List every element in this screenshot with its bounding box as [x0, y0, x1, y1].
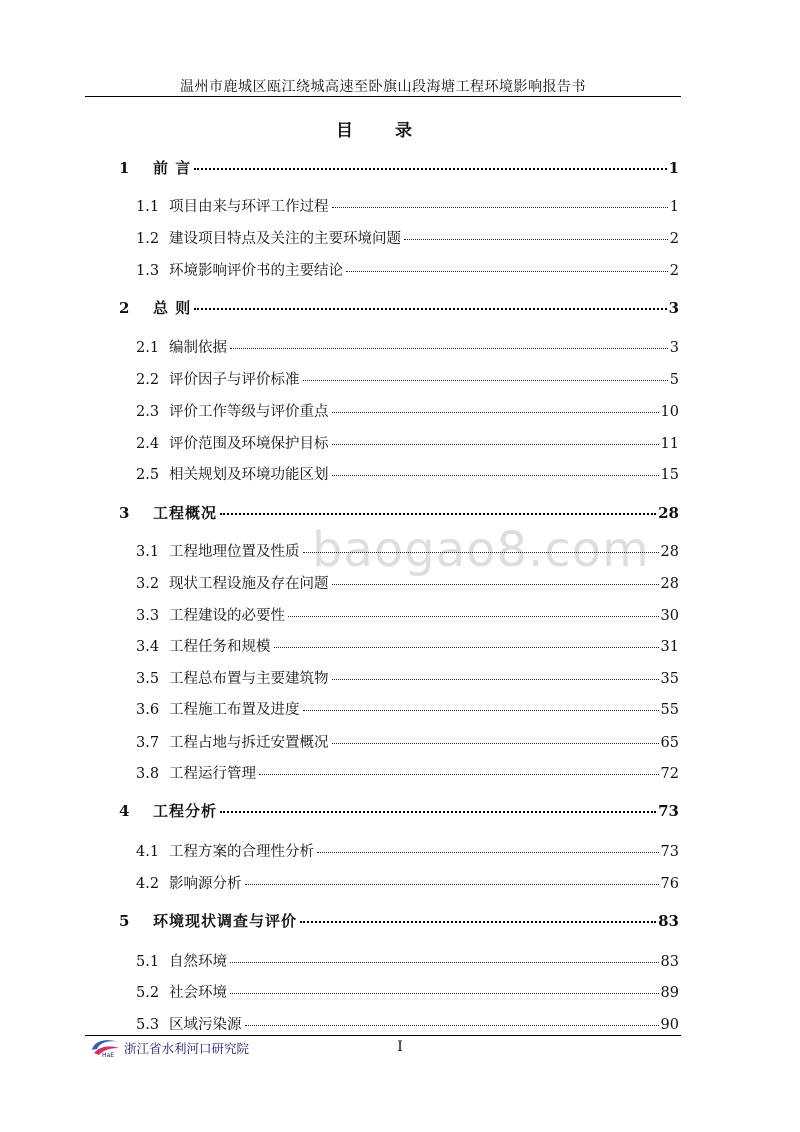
toc-entry-title: 评价范围及环境保护目标 [169, 436, 329, 452]
toc-entry-page: 28 [660, 576, 679, 592]
toc-entry-page: 28 [658, 504, 679, 522]
toc-entry-page: 31 [660, 639, 679, 655]
toc-entry-page: 83 [660, 954, 679, 970]
toc-dot-leader [230, 961, 659, 963]
toc-entry-title: 区域污染源 [169, 1017, 242, 1033]
toc-section-entry[interactable] [136, 840, 679, 861]
toc-entry-page: 3 [668, 299, 679, 317]
toc-entry-title: 工程地理位置及性质 [169, 544, 300, 560]
toc-section-entry[interactable] [136, 463, 679, 484]
toc-entry-page: 55 [660, 702, 679, 718]
toc-section-entry[interactable] [136, 604, 679, 625]
toc-entry-title: 环境影响评价书的主要结论 [169, 263, 343, 279]
toc-entry-number: 1.1 [136, 199, 160, 215]
toc-entry-number: 3.7 [136, 735, 160, 751]
toc-section-entry[interactable] [136, 540, 679, 561]
toc-entry-number: 3.8 [136, 766, 160, 782]
toc-dot-leader [194, 307, 666, 310]
toc-dot-leader [245, 1024, 659, 1026]
toc-dot-leader [332, 411, 659, 413]
toc-dot-leader [332, 474, 659, 476]
toc-entry-number: 3.5 [136, 671, 160, 687]
toc-entry-page: 28 [660, 544, 679, 560]
toc-title: 目 录 [336, 121, 430, 141]
toc-section-entry[interactable] [136, 762, 679, 783]
toc-entry-number: 5 [119, 912, 130, 930]
toc-entry-title: 工程总布置与主要建筑物 [169, 671, 329, 687]
toc-entry-page: 11 [660, 436, 679, 452]
toc-entry-page: 2 [669, 231, 679, 247]
toc-dot-leader [303, 709, 659, 711]
toc-section-entry[interactable] [136, 981, 679, 1002]
toc-entry-number: 1.3 [136, 263, 160, 279]
toc-section-entry[interactable] [136, 667, 679, 688]
toc-dot-leader [300, 920, 656, 923]
toc-section-entry[interactable] [136, 572, 679, 593]
toc-section-entry[interactable] [136, 698, 679, 719]
toc-section-entry[interactable] [136, 1013, 679, 1034]
toc-entry-number: 3.2 [136, 576, 160, 592]
toc-entry-page: 65 [660, 735, 679, 751]
toc-section-entry[interactable] [136, 259, 679, 280]
toc-dot-leader [230, 992, 659, 994]
toc-entry-number: 3.6 [136, 702, 160, 718]
toc-entry-title: 工程施工布置及进度 [169, 702, 300, 718]
toc-entry-number: 2.4 [136, 436, 160, 452]
toc-entry-page: 3 [669, 340, 679, 356]
toc-entry-number: 3 [119, 504, 130, 522]
toc-dot-leader [332, 443, 659, 445]
toc-section-entry[interactable] [136, 950, 679, 971]
footer-organization: 浙江省水利河口研究院 [124, 1041, 250, 1056]
toc-entry-page: 10 [660, 404, 679, 420]
toc-entry-title: 前 言 [153, 159, 192, 177]
toc-entry-title: 建设项目特点及关注的主要环境问题 [169, 231, 401, 247]
toc-entry-page: 30 [660, 608, 679, 624]
toc-chapter-entry[interactable] [119, 910, 679, 931]
toc-dot-leader [317, 851, 659, 853]
toc-dot-leader [230, 347, 668, 349]
toc-dot-leader [404, 238, 668, 240]
toc-section-entry[interactable] [136, 635, 679, 656]
toc-entry-title: 评价工作等级与评价重点 [169, 404, 329, 420]
toc-dot-leader [332, 583, 659, 585]
toc-entry-number: 3.4 [136, 639, 160, 655]
toc-entry-number: 5.1 [136, 954, 160, 970]
toc-chapter-entry[interactable] [119, 800, 679, 821]
toc-entry-number: 1.2 [136, 231, 160, 247]
toc-entry-page: 2 [669, 263, 679, 279]
toc-dot-leader [220, 512, 656, 515]
toc-dot-leader [245, 883, 659, 885]
toc-entry-page: 5 [669, 372, 679, 388]
running-header-title: 温州市鹿城区瓯江绕城高速至卧旗山段海塘工程环境影响报告书 [180, 79, 586, 95]
toc-entry-title: 总 则 [153, 299, 192, 317]
toc-entry-number: 1 [119, 159, 130, 177]
watermark: baogao8.com [312, 522, 650, 578]
toc-section-entry[interactable] [136, 432, 679, 453]
toc-entry-page: 72 [660, 766, 679, 782]
toc-entry-page: 73 [660, 844, 679, 860]
toc-entry-page: 35 [660, 671, 679, 687]
toc-section-entry[interactable] [136, 336, 679, 357]
institute-logo-icon [88, 1036, 122, 1058]
toc-entry-number: 2.2 [136, 372, 160, 388]
toc-entry-number: 2 [119, 299, 130, 317]
toc-entry-page: 1 [668, 159, 679, 177]
toc-dot-leader [303, 551, 659, 553]
toc-section-entry[interactable] [136, 872, 679, 893]
toc-entry-title: 现状工程设施及存在问题 [169, 576, 329, 592]
toc-dot-leader [220, 810, 656, 813]
toc-entry-number: 4.2 [136, 876, 160, 892]
toc-entry-title: 工程运行管理 [169, 766, 256, 782]
toc-section-entry[interactable] [136, 227, 679, 248]
toc-entry-title: 工程占地与拆迁安置概况 [169, 735, 329, 751]
toc-dot-leader [194, 167, 666, 170]
toc-dot-leader [274, 646, 659, 648]
header-rule [85, 96, 681, 97]
toc-entry-page: 89 [660, 985, 679, 1001]
toc-entry-page: 90 [660, 1017, 679, 1033]
toc-entry-title: 环境现状调查与评价 [153, 912, 298, 930]
toc-entry-title: 评价因子与评价标准 [169, 372, 300, 388]
toc-entry-number: 2.3 [136, 404, 160, 420]
toc-chapter-entry[interactable] [119, 297, 679, 318]
footer-page-number: I [397, 1039, 403, 1055]
toc-section-entry[interactable] [136, 731, 679, 752]
toc-entry-title: 工程建设的必要性 [169, 608, 285, 624]
toc-entry-title: 工程分析 [153, 802, 218, 820]
toc-entry-page: 76 [660, 876, 679, 892]
footer-rule [85, 1035, 681, 1036]
toc-section-entry[interactable] [136, 368, 679, 389]
toc-entry-number: 2.5 [136, 467, 160, 483]
toc-entry-number: 4 [119, 802, 130, 820]
toc-chapter-entry[interactable] [119, 502, 679, 523]
toc-entry-number: 5.2 [136, 985, 160, 1001]
toc-entry-number: 4.1 [136, 844, 160, 860]
toc-entry-number: 3.3 [136, 608, 160, 624]
toc-chapter-entry[interactable] [119, 157, 679, 178]
toc-entry-page: 83 [658, 912, 679, 930]
toc-entry-title: 自然环境 [169, 954, 227, 970]
toc-entry-page: 15 [660, 467, 679, 483]
toc-entry-title: 项目由来与环评工作过程 [169, 199, 329, 215]
toc-entry-title: 工程概况 [153, 504, 218, 522]
toc-entry-title: 相关规划及环境功能区划 [169, 467, 329, 483]
toc-section-entry[interactable] [136, 400, 679, 421]
toc-dot-leader [332, 678, 659, 680]
toc-dot-leader [259, 773, 659, 775]
toc-dot-leader [303, 379, 668, 381]
toc-entry-number: 2.1 [136, 340, 160, 356]
toc-entry-title: 社会环境 [169, 985, 227, 1001]
toc-dot-leader [346, 270, 668, 272]
toc-entry-title: 工程方案的合理性分析 [169, 844, 314, 860]
toc-entry-number: 5.3 [136, 1017, 160, 1033]
toc-entry-title: 编制依据 [169, 340, 227, 356]
toc-entry-number: 3.1 [136, 544, 160, 560]
toc-entry-title: 工程任务和规模 [169, 639, 271, 655]
toc-entry-page: 73 [658, 802, 679, 820]
toc-dot-leader [332, 742, 659, 744]
toc-entry-page: 1 [669, 199, 679, 215]
toc-section-entry[interactable] [136, 195, 679, 216]
logo-text: HaE [102, 1052, 114, 1058]
toc-dot-leader [332, 206, 668, 208]
toc-entry-title: 影响源分析 [169, 876, 242, 892]
toc-dot-leader [288, 615, 659, 617]
